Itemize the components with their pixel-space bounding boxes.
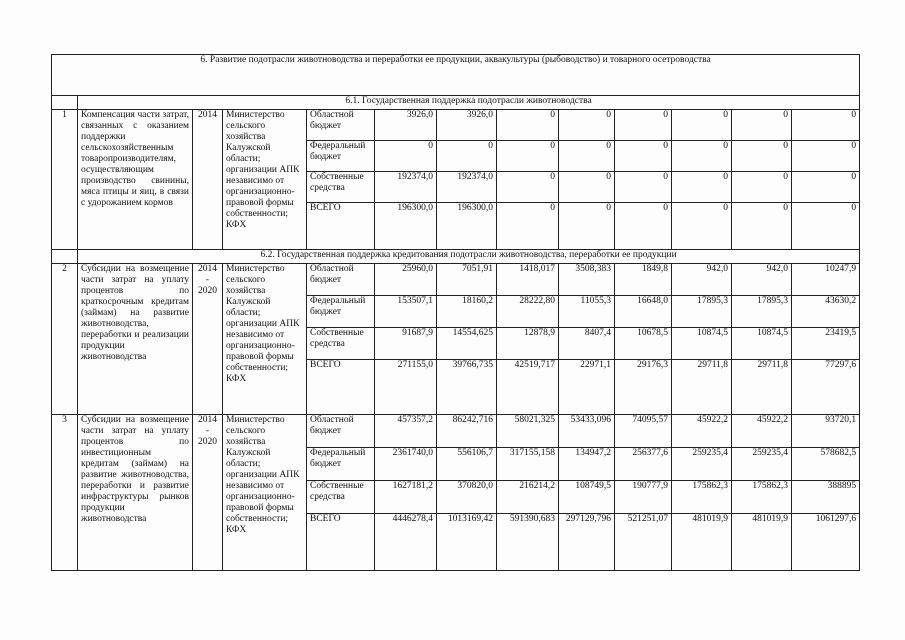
value-cell: 0 (615, 141, 672, 172)
value-cell: 190777,9 (615, 481, 672, 514)
value-cell: 3508,383 (559, 264, 615, 296)
value-cell: 10678,5 (615, 328, 672, 360)
value-cell: 0 (732, 141, 792, 172)
section-title: 6. Развитие подотрасли животноводства и переработки ее продукции, аквакультуры (рыбоводство) и товарного осетроводства (52, 55, 860, 96)
funding-source: Областной бюджет (307, 415, 375, 448)
value-cell: 10247,9 (792, 264, 860, 296)
funding-source: ВСЕГО (307, 360, 375, 415)
value-cell: 297129,796 (559, 514, 615, 571)
value-cell: 0 (497, 110, 559, 141)
value-cell: 14554,625 (437, 328, 497, 360)
measure-description: Субсидии на возмещение части затрат на уплату процентов по краткосрочным кредитам (займам) на развитие животноводства, переработки и реализации продукции животноводства (78, 264, 193, 415)
value-cell: 259235,4 (732, 448, 792, 481)
executor: Министерство сельского хозяйства Калужской области; организации АПК независимо от организационно-правовой формы собственности; КФХ (223, 415, 307, 571)
funding-source: Собственные средства (307, 328, 375, 360)
funding-source: Федеральный бюджет (307, 296, 375, 328)
row-number: 2 (52, 264, 78, 415)
funding-source: Собственные средства (307, 481, 375, 514)
row-number: 1 (52, 110, 78, 250)
value-cell: 1061297,6 (792, 514, 860, 571)
value-cell: 74095,57 (615, 415, 672, 448)
value-cell: 0 (732, 172, 792, 203)
value-cell: 0 (792, 203, 860, 250)
value-cell: 29176,3 (615, 360, 672, 415)
value-cell: 216214,2 (497, 481, 559, 514)
value-cell: 0 (792, 110, 860, 141)
value-cell: 521251,07 (615, 514, 672, 571)
value-cell: 578682,5 (792, 448, 860, 481)
value-cell: 0 (672, 172, 732, 203)
value-cell: 25960,0 (375, 264, 437, 296)
value-cell: 3926,0 (437, 110, 497, 141)
funding-source: Федеральный бюджет (307, 141, 375, 172)
value-cell: 0 (732, 203, 792, 250)
value-cell: 0 (672, 203, 732, 250)
value-cell: 58021,325 (497, 415, 559, 448)
value-cell: 0 (672, 141, 732, 172)
value-cell: 22971,1 (559, 360, 615, 415)
value-cell: 0 (615, 172, 672, 203)
value-cell: 1418,017 (497, 264, 559, 296)
value-cell: 108749,5 (559, 481, 615, 514)
value-cell: 370820,0 (437, 481, 497, 514)
subsection-title-6-2: 6.2. Государственная поддержка кредитования подотрасли животноводства, переработки ее продукции (78, 250, 860, 264)
executor: Министерство сельского хозяйства Калужской области; организации АПК независимо от организационно-правовой формы собственности; КФХ (223, 110, 307, 250)
value-cell: 17895,3 (732, 296, 792, 328)
value-cell: 0 (732, 110, 792, 141)
value-cell: 192374,0 (437, 172, 497, 203)
value-cell: 93720,1 (792, 415, 860, 448)
value-cell: 0 (672, 110, 732, 141)
value-cell: 0 (497, 203, 559, 250)
value-cell: 0 (615, 110, 672, 141)
value-cell: 77297,6 (792, 360, 860, 415)
value-cell: 256377,6 (615, 448, 672, 481)
funding-source: ВСЕГО (307, 514, 375, 571)
period-years: 2014 (193, 110, 223, 250)
measure-description: Субсидии на возмещение части затрат на уплату процентов по инвестиционным кредитам (займам) на развитие животноводства, переработки и развитие инфраструктуры рынков продукции животноводства (78, 415, 193, 571)
value-cell: 153507,1 (375, 296, 437, 328)
value-cell: 45922,2 (732, 415, 792, 448)
value-cell: 134947,2 (559, 448, 615, 481)
value-cell: 8407,4 (559, 328, 615, 360)
funding-source: Областной бюджет (307, 264, 375, 296)
period-years: 2014 - 2020 (193, 415, 223, 571)
value-cell: 388895 (792, 481, 860, 514)
value-cell: 28222,80 (497, 296, 559, 328)
value-cell: 942,0 (732, 264, 792, 296)
value-cell: 457357,2 (375, 415, 437, 448)
value-cell: 11055,3 (559, 296, 615, 328)
executor: Министерство сельского хозяйства Калужской области; организации АПК независимо от организационно-правовой формы собственности; КФХ (223, 264, 307, 415)
value-cell: 3926,0 (375, 110, 437, 141)
value-cell: 7051,91 (437, 264, 497, 296)
value-cell: 175862,3 (672, 481, 732, 514)
value-cell: 1627181,2 (375, 481, 437, 514)
value-cell: 196300,0 (375, 203, 437, 250)
value-cell: 42519,717 (497, 360, 559, 415)
value-cell: 0 (559, 203, 615, 250)
value-cell: 91687,9 (375, 328, 437, 360)
value-cell: 1849,8 (615, 264, 672, 296)
value-cell: 271155,0 (375, 360, 437, 415)
value-cell: 942,0 (672, 264, 732, 296)
value-cell: 43630,2 (792, 296, 860, 328)
value-cell: 591390,683 (497, 514, 559, 571)
value-cell: 4446278,4 (375, 514, 437, 571)
value-cell: 1013169,42 (437, 514, 497, 571)
value-cell: 0 (497, 141, 559, 172)
subsection-spacer (52, 250, 78, 264)
value-cell: 16648,0 (615, 296, 672, 328)
value-cell: 0 (559, 110, 615, 141)
value-cell: 18160,2 (437, 296, 497, 328)
value-cell: 29711,8 (732, 360, 792, 415)
program-table (51, 54, 860, 571)
value-cell: 39766,735 (437, 360, 497, 415)
value-cell: 86242,716 (437, 415, 497, 448)
value-cell: 29711,8 (672, 360, 732, 415)
value-cell: 12878,9 (497, 328, 559, 360)
value-cell: 196300,0 (437, 203, 497, 250)
table-row (52, 415, 860, 448)
value-cell: 192374,0 (375, 172, 437, 203)
value-cell: 556106,7 (437, 448, 497, 481)
value-cell: 481019,9 (732, 514, 792, 571)
value-cell: 10874,5 (672, 328, 732, 360)
funding-source: ВСЕГО (307, 203, 375, 250)
funding-source: Собственные средства (307, 172, 375, 203)
value-cell: 0 (615, 203, 672, 250)
value-cell: 17895,3 (672, 296, 732, 328)
value-cell: 0 (792, 141, 860, 172)
value-cell: 317155,158 (497, 448, 559, 481)
value-cell: 23419,5 (792, 328, 860, 360)
subsection-spacer (52, 96, 78, 110)
value-cell: 10874,5 (732, 328, 792, 360)
value-cell: 175862,3 (732, 481, 792, 514)
value-cell: 53433,096 (559, 415, 615, 448)
funding-source: Областной бюджет (307, 110, 375, 141)
value-cell: 0 (497, 172, 559, 203)
value-cell: 2361740,0 (375, 448, 437, 481)
measure-description: Компенсация части затрат, связанных с оказанием поддержки сельскохозяйственным товаропроизводителям, осуществляющим производство свинины, мяса птицы и яиц, в связи с удорожанием кормов (78, 110, 193, 250)
value-cell: 0 (559, 172, 615, 203)
period-years: 2014 - 2020 (193, 264, 223, 415)
value-cell: 259235,4 (672, 448, 732, 481)
row-number: 3 (52, 415, 78, 571)
value-cell: 0 (559, 141, 615, 172)
funding-source: Федеральный бюджет (307, 448, 375, 481)
value-cell: 45922,2 (672, 415, 732, 448)
value-cell: 0 (792, 172, 860, 203)
table-row (52, 110, 860, 141)
subsection-title-6-1: 6.1. Государственная поддержка подотрасли животноводства (78, 96, 860, 110)
value-cell: 0 (375, 141, 437, 172)
table-row (52, 264, 860, 296)
value-cell: 481019,9 (672, 514, 732, 571)
value-cell: 0 (437, 141, 497, 172)
